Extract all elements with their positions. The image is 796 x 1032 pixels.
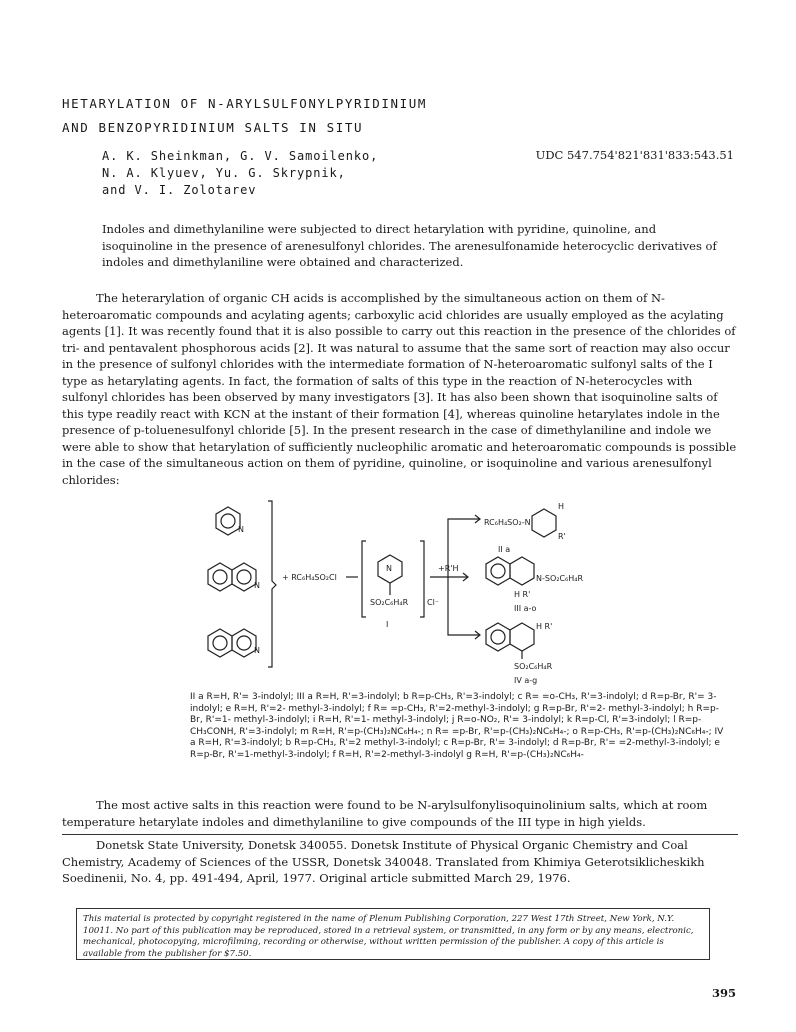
article-title [62, 92, 427, 140]
affiliation-footnote: Donetsk State University, Donetsk 340055. Donetsk Institute of Physical Organic Chemistry and Coal Chemistry, Academy of Sciences of the USSR, Donetsk 340048. Translated from Khimiya Geterotsiklicheskikh Soedinenii, No. 4, pp. 491-494, April, 1977. Original article submitted March 29, 1976. [62, 838, 705, 885]
product-iv-substituent: SO₂C₆H₄R [514, 662, 553, 671]
pyridine-ring-circle [221, 514, 235, 528]
product-iv-ring-b [510, 623, 534, 651]
abstract: Indoles and dimethylaniline were subjected to direct hetarylation with pyridine, quinoline, and isoquinoline in the presence of arenesulfonyl chlorides. The arenesulfonamide heterocyclic derivatives of indoles and dimethylaniline were obtained and characterized. [102, 222, 717, 269]
page-number: 395 [711, 986, 736, 1000]
isoquinoline-ring-b [232, 629, 256, 657]
quinoline-ring-b [232, 563, 256, 591]
product-iii-label: III a-o [514, 604, 537, 613]
adduct-label: +R'H [438, 564, 459, 573]
author-line-2: N. A. Klyuev, Yu. G. Skrypnik, [102, 166, 346, 180]
product-iv-ring-a [486, 623, 510, 651]
product-ii-substituent: RC₆H₄SO₂-N [484, 518, 531, 527]
title-line-1: HETARYLATION OF N-ARYLSULFONYLPYRIDINIUM [62, 96, 428, 111]
product-ii-h: H [558, 502, 565, 511]
quinoline-ring-a [208, 563, 232, 591]
compound-legend: II a R=H, R'= 3-indolyl; III a R=H, R'=3-indolyl; b R=p-CH₃, R'=3-indolyl; c R= =o-CH₃, R'=3-indolyl; d R=p-Br, R'= 3-indolyl; e R=H, R'=2- methyl-3-indolyl; f R= =p-CH₃, R'=2-methyl-3-indolyl; g R=p-Br, R'=2- methyl-3-indolyl; h R=p-Br, R'=1- methyl-3-indolyl; i R=H, R'=1- methyl-3-indolyl; j R=o-NO₂, R'= 3-indolyl; k R=p-Cl, R'=3-indolyl; l R=p-CH₃CONH, R'=3-indolyl; m R=H, R'=p-(CH₃)₂NC₆H₄-; n R= =p-Br, R'=p-(CH₃)₂NC₆H₄-; o R=p-CH₃, R'=p-(CH₃)₂NC₆H₄-; IV a R=H, R'=3-indolyl; b R=p-CH₃, R'=2 methyl-3-indolyl; c R=p-Br, R'= 3-indolyl; d R=p-Br, R'= =2-methyl-3-indolyl; e R=p-Br, R'=1-methyl-3-indolyl; f R=H, R'=2-methyl-3-indolyl g R=H, R'=p-(CH₃)₂NC₆H₄- [190, 692, 724, 760]
author-list [102, 148, 378, 199]
salt-bracket-left [362, 541, 366, 617]
product-iv-hr: H R' [536, 622, 553, 631]
title-line-2: AND BENZOPYRIDINIUM SALTS IN SITU [62, 120, 364, 135]
salt-label: I [386, 620, 389, 629]
author-line-1: A. K. Sheinkman, G. V. Samoilenko, [102, 149, 379, 163]
salt-anion: Cl⁻ [427, 598, 440, 607]
footnote-divider [62, 834, 738, 835]
product-iv-label: IV a-g [514, 676, 538, 685]
body-paragraph-1: The heterarylation of organic CH acids is accomplished by the simultaneous action on them of N-heteroaromatic compounds and acylating agents; carboxylic acid chlorides are usually employed as the acylating agents [1]. It was recently found that it is also possible to carry out this reaction in the presence of the chlorides of tri- and pentavalent phosphorous acids [2]. It was natural to assume that the same sort of reaction may also occur in the presence of sulfonyl chlorides with the intermediate formation of N-heteroaromatic sulfonyl salts of the I type as hetarylating agents. In fact, the formation of salts of this type in the reaction of N-heterocycles with sulfonyl chlorides has been observed by many investigators [3]. It has also been shown that isoquinoline salts of this type readily react with KCN at the instant of their formation [4], whereas quinoline hetarylates indole in the presence of p-toluenesulfonyl chloride [5]. In the present research in the case of dimethylaniline and indole we were able to show that hetarylation of sufficiently nucleophilic aromatic and heteroaromatic compounds is possible in the case of the simultaneous action on them of pyridine, quinoline, or isoquinoline and various arenesulfonyl chlorides: [62, 291, 737, 487]
product-iii-substituent: N-SO₂C₆H₄R [536, 574, 584, 583]
reaction-scheme [198, 495, 638, 690]
isoquinoline-ring-a [208, 629, 232, 657]
salt-bracket-right [420, 541, 424, 617]
salt-n-label: N [386, 564, 392, 573]
copyright-notice: This material is protected by copyright registered in the name of Plenum Publishing Corporation, 227 West 17th Street, New York, N.Y. 10011. No part of this publication may be reproduced, stored in a retrieval system, or transmitted, in any form or by any means, electronic, mechanical, photocopying, microfilming, recording or otherwise, without written permission of the publisher. A copy of this article is available from the publisher for $7.50. [76, 908, 710, 960]
product-ii-r: R' [558, 532, 566, 541]
quinoline-n-label: N [254, 581, 260, 590]
body-paragraph-2: The most active salts in this reaction were found to be N-arylsulfonylisoquinolinium salts, which at room temperature hetarylate indoles and dimethylaniline to give compounds of the III type in high yields. [62, 798, 708, 829]
product-iii-ring-b [510, 557, 534, 585]
reactant-brace [268, 501, 276, 667]
product-iii-ring-a [486, 557, 510, 585]
author-line-3: and V. I. Zolotarev [102, 183, 257, 197]
reagent-label: + RC₆H₄SO₂Cl [282, 573, 337, 582]
udc-code: UDC 547.754'821'831'833:543.51 [535, 148, 734, 162]
product-iii-hr: H R' [514, 590, 531, 599]
product-ii-label: II a [498, 545, 511, 554]
isoquinoline-n-label: N [254, 646, 260, 655]
product-ii-ring [532, 509, 556, 537]
pyridine-structure [216, 507, 240, 535]
pyridine-n-label: N [238, 525, 244, 534]
salt-substituent: SO₂C₆H₄R [370, 598, 409, 607]
